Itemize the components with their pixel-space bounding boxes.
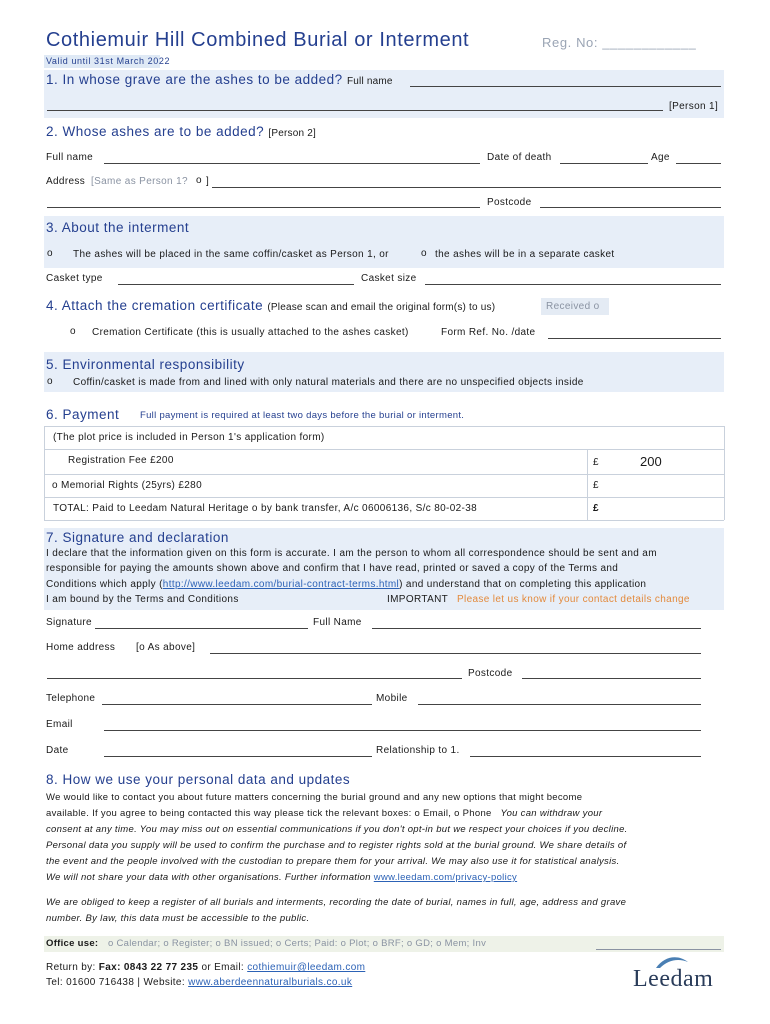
same-as-checkbox[interactable]: o xyxy=(196,175,202,186)
fee-currency: £ xyxy=(593,503,599,514)
leedam-logo: Leedam xyxy=(633,966,714,992)
sig-full-name-label: Full Name xyxy=(313,617,362,628)
same-as-label: [Same as Person 1? xyxy=(91,176,188,187)
privacy-line-2: available. If you agree to being contacted this way please tick the relevant boxes: o Email, o Phone You can withdraw your xyxy=(46,808,603,819)
home-postcode-input[interactable] xyxy=(522,678,701,679)
person2-name-label: Full name xyxy=(46,152,94,163)
fee-amount-registration[interactable]: 200 xyxy=(640,454,662,469)
table-right xyxy=(724,426,725,520)
reg-no-field[interactable]: Reg. No: ____________ xyxy=(542,35,697,50)
postcode-input[interactable] xyxy=(540,207,721,208)
form-ref-input[interactable] xyxy=(548,338,721,339)
table-col xyxy=(587,449,588,520)
fee-row-memorial: o Memorial Rights (25yrs) £280 xyxy=(52,480,202,491)
table-line-2 xyxy=(44,474,724,475)
person1-name-line-a[interactable] xyxy=(410,86,721,87)
relationship-input[interactable] xyxy=(470,756,701,757)
address-label: Address xyxy=(46,176,86,187)
table-top xyxy=(44,426,724,427)
separate-casket-label: the ashes will be in a separate casket xyxy=(435,249,615,260)
mobile-input[interactable] xyxy=(418,704,701,705)
separate-casket-checkbox[interactable]: o xyxy=(421,248,427,259)
signature-input[interactable] xyxy=(95,628,308,629)
fee-currency: £ xyxy=(593,480,599,491)
section-7-heading: 7. Signature and declaration xyxy=(46,530,229,545)
privacy-line-3: consent at any time. You may miss out on essential communications if you don't opt-in but we respect your choices if you decline. xyxy=(46,824,628,835)
sig-full-name-input[interactable] xyxy=(372,628,701,629)
section-6-heading: 6. Payment xyxy=(46,407,120,422)
fee-row-registration: Registration Fee £200 xyxy=(68,455,174,466)
age-label: Age xyxy=(651,152,670,163)
dod-label: Date of death xyxy=(487,152,552,163)
section-1-heading: 1. In whose grave are the ashes to be added? Full name xyxy=(46,72,393,87)
form-ref-label: Form Ref. No. /date xyxy=(441,327,536,338)
valid-until: Valid until 31st March 2022 xyxy=(46,56,171,66)
signature-label: Signature xyxy=(46,617,92,628)
telephone-label: Telephone xyxy=(46,693,96,704)
privacy-line-6: We will not share your data with other organisations. Further information www.leedam.com/privacy-policy xyxy=(46,872,518,883)
date-label: Date xyxy=(46,745,69,756)
dod-input[interactable] xyxy=(560,163,648,164)
section-2-heading: 2. Whose ashes are to be added? [Person 2] xyxy=(46,124,316,139)
declaration-line-2: responsible for paying the amounts shown above and confirm that I have read, printed or saved a copy of the Terms and xyxy=(46,563,619,574)
invoice-input[interactable] xyxy=(596,949,721,950)
plot-note: (The plot price is included in Person 1's application form) xyxy=(53,432,325,443)
home-postcode-label: Postcode xyxy=(468,668,513,679)
same-coffin-label: The ashes will be placed in the same coffin/casket as Person 1, or xyxy=(73,249,389,260)
payment-note: Full payment is required at least two days before the burial or interment. xyxy=(140,410,465,421)
privacy-line-4: Personal data you supply will be used to confirm the purchase and to register rights sold at the burial ground. We share details of xyxy=(46,840,627,851)
footer-contact: Tel: 01600 716438 | Website: www.aberdeennaturalburials.co.uk xyxy=(46,977,353,988)
section-5-heading: 5. Environmental responsibility xyxy=(46,357,245,372)
table-line-3 xyxy=(44,497,724,498)
terms-link[interactable]: http://www.leedam.com/burial-contract-terms.html xyxy=(162,579,400,590)
footer-email-link[interactable]: cothiemuir@leedam.com xyxy=(247,962,366,973)
age-input[interactable] xyxy=(676,163,721,164)
fee-row-total: TOTAL: Paid to Leedam Natural Heritage o by bank transfer, A/c 06006136, S/c 80-02-38 xyxy=(53,503,478,514)
table-left xyxy=(44,426,45,520)
privacy-line-1: We would like to contact you about future matters concerning the burial ground and any new options that might become xyxy=(46,792,583,803)
relationship-label: Relationship to 1. xyxy=(376,745,460,756)
table-line-1 xyxy=(44,449,724,450)
home-address-label: Home address xyxy=(46,642,116,653)
casket-size-label: Casket size xyxy=(361,273,417,284)
person2-name-input[interactable] xyxy=(104,163,480,164)
cremation-cert-label: Cremation Certificate (this is usually attached to the ashes casket) xyxy=(92,327,409,338)
email-input[interactable] xyxy=(104,730,701,731)
person1-name-line-b[interactable] xyxy=(47,110,663,111)
declaration-line-4: I am bound by the Terms and Conditions xyxy=(46,594,239,605)
important-note: Please let us know if your contact details change xyxy=(457,594,690,605)
declaration-line-1: I declare that the information given on this form is accurate. I am the person to whom all correspondence should be sent and am xyxy=(46,548,657,559)
return-by: Return by: Fax: 0843 22 77 235 or Email: cothiemuir@leedam.com xyxy=(46,962,366,973)
natural-materials-label: Coffin/casket is made from and lined with only natural materials and there are no unspecified objects inside xyxy=(73,377,584,388)
mobile-label: Mobile xyxy=(376,693,408,704)
casket-size-input[interactable] xyxy=(425,284,721,285)
table-line-4 xyxy=(44,520,724,521)
declaration-line-3: Conditions which apply (http://www.leedam.com/burial-contract-terms.html) and understand that on completing this application xyxy=(46,579,647,590)
person1-tag: [Person 1] xyxy=(669,101,719,112)
same-coffin-checkbox[interactable]: o xyxy=(47,248,53,259)
privacy-link[interactable]: www.leedam.com/privacy-policy xyxy=(373,872,518,883)
casket-type-label: Casket type xyxy=(46,273,103,284)
footer-website-link[interactable]: www.aberdeennaturalburials.co.uk xyxy=(188,977,353,988)
home-address-input-b[interactable] xyxy=(47,678,462,679)
office-use-items: o Calendar; o Register; o BN issued; o Certs; Paid: o Plot; o BRF; o GD; o Mem; Inv xyxy=(108,938,487,949)
email-label: Email xyxy=(46,719,73,730)
fee-currency: £ xyxy=(593,457,599,468)
received-checkbox[interactable]: Received o xyxy=(546,301,600,312)
section-4-heading: 4. Attach the cremation certificate (Please scan and email the original form(s) to us) xyxy=(46,298,496,313)
address-input-a[interactable] xyxy=(212,187,721,188)
address-input-b[interactable] xyxy=(47,207,480,208)
section-3-heading: 3. About the interment xyxy=(46,220,190,235)
postcode-label: Postcode xyxy=(487,197,532,208)
office-use-label: Office use: xyxy=(46,938,99,949)
date-input[interactable] xyxy=(104,756,372,757)
important-label: IMPORTANT xyxy=(387,594,449,605)
telephone-input[interactable] xyxy=(102,704,372,705)
privacy-line-5: the event and the people involved with the custodian to prepare them for your arrival. We may also use it for statistical analysis. xyxy=(46,856,620,867)
register-line-1: We are obliged to keep a register of all burials and interments, recording the date of burial, names in full, age, address and grave xyxy=(46,897,627,908)
natural-materials-checkbox[interactable]: o xyxy=(47,376,53,387)
casket-type-input[interactable] xyxy=(118,284,354,285)
home-address-input-a[interactable] xyxy=(210,653,701,654)
as-above-checkbox[interactable]: [o As above] xyxy=(136,642,196,653)
register-line-2: number. By law, this data must be accessible to the public. xyxy=(46,913,310,924)
same-as-close: ] xyxy=(206,176,210,187)
section-8-heading: 8. How we use your personal data and updates xyxy=(46,772,351,787)
cremation-cert-checkbox[interactable]: o xyxy=(70,326,76,337)
form-title: Cothiemuir Hill Combined Burial or Interment xyxy=(46,29,470,51)
